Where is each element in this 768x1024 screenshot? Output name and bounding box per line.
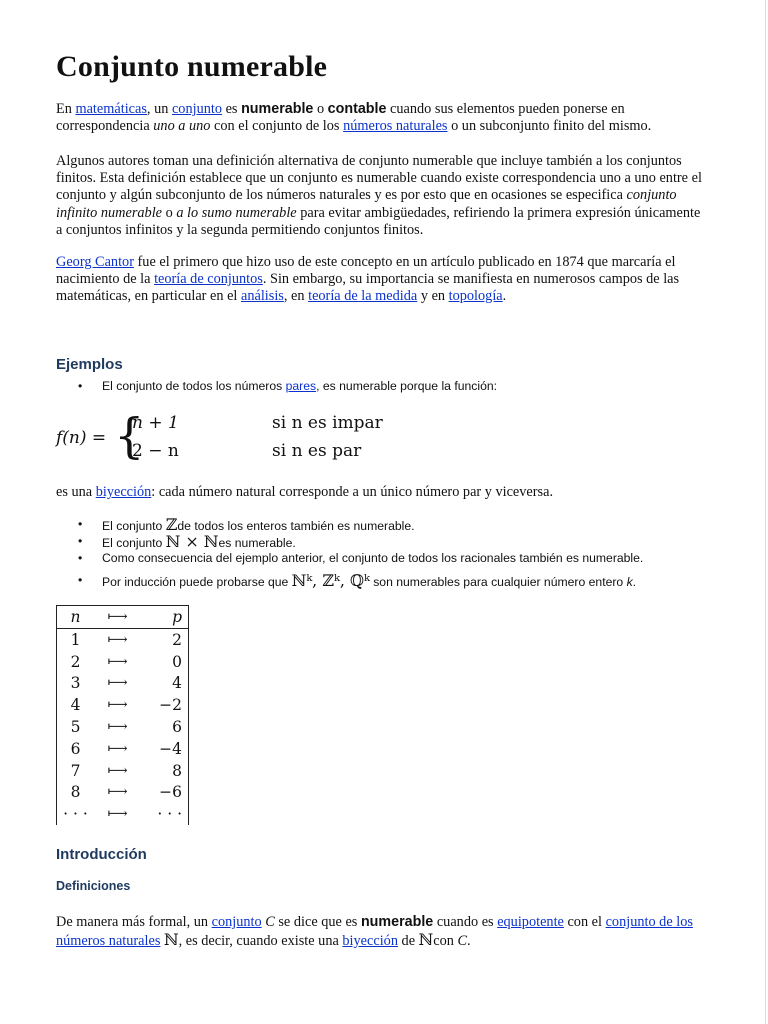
- cell-arrow: ⟼: [107, 653, 128, 670]
- heading-ejemplos: Ejemplos: [56, 356, 123, 373]
- cell-n: 1: [70, 630, 81, 649]
- symbol-z: ℤ: [165, 515, 178, 534]
- link-equipotente[interactable]: equipotente: [497, 914, 564, 930]
- bullet-text: [102, 573, 636, 590]
- link-numeros-naturales[interactable]: números naturales: [343, 118, 448, 134]
- formula-row-1: [132, 413, 383, 433]
- header-arrow: ⟼: [94, 606, 141, 629]
- cell-n: 2: [70, 652, 81, 671]
- table-row: [57, 760, 189, 782]
- heading-introduccion: Introducción: [56, 846, 147, 863]
- table-row: [57, 738, 189, 760]
- link-conjunto-numeros-naturales[interactable]: conjunto de los números naturales: [56, 914, 693, 949]
- term-numerable-2: numerable: [360, 914, 434, 930]
- text: : cada número natural corresponde a un único número par y viceversa.: [151, 484, 554, 500]
- alt-definition-paragraph: [56, 153, 708, 239]
- cell-n: · · ·: [63, 805, 88, 824]
- page-title: Conjunto numerable: [56, 50, 328, 83]
- term-contable: contable: [327, 101, 387, 117]
- bullet-dot: •: [78, 517, 83, 531]
- table-body: [57, 629, 189, 826]
- symbol-c-2: C: [457, 933, 468, 949]
- text: fue el primero que hizo uso de este concepto en un artículo publicado en 1874 que marcaría el nacimiento de la: [56, 254, 676, 287]
- text: En: [56, 101, 76, 117]
- text: De manera más formal, un: [56, 914, 212, 930]
- formula-row1-expr: n + 1: [132, 413, 179, 433]
- text: El conjunto: [102, 519, 166, 533]
- text: se dice que es: [274, 914, 361, 930]
- formula-row-2: [132, 441, 362, 461]
- text: son numerables para cualquier número entero: [369, 575, 627, 589]
- link-teoria-conjuntos[interactable]: teoría de conjuntos: [154, 271, 263, 287]
- text: o: [162, 204, 177, 221]
- cell-n: 5: [70, 718, 81, 737]
- text: o: [313, 101, 328, 117]
- cell-arrow: ⟼: [107, 784, 128, 801]
- symbol-n-times-n: ℕ × ℕ: [165, 532, 219, 551]
- text: es una: [56, 484, 96, 500]
- cell-n: 8: [70, 783, 81, 802]
- text: Por inducción puede probarse que: [102, 575, 292, 589]
- text: de: [397, 933, 419, 949]
- cell-arrow: ⟼: [107, 697, 128, 714]
- text: es: [222, 101, 242, 117]
- text: .: [632, 575, 637, 589]
- table-row: [57, 651, 189, 673]
- symbol-nk-zk-qk: ℕᵏ, ℤᵏ, ℚᵏ: [291, 571, 370, 590]
- formula-row2-cond: si n es par: [272, 441, 362, 461]
- cell-arrow: ⟼: [107, 675, 128, 692]
- link-georg-cantor[interactable]: Georg Cantor: [56, 254, 134, 270]
- text: cuando sus elementos pueden ponerse en correspondencia: [56, 101, 625, 134]
- cell-n: 3: [70, 674, 81, 693]
- term-numerable: numerable: [241, 101, 314, 117]
- text: Algunos autores toman una definición alternativa de conjunto numerable que incluye también a los conjuntos finitos. Esta definición establece que un conjunto es numerable cuando existe correspondencia uno a uno entre el conjunto y algún subconjunto de los números naturales y es por esto que en ocasiones se especifica: [56, 153, 702, 204]
- link-pares[interactable]: pares: [285, 379, 317, 393]
- text: , en: [283, 288, 309, 304]
- formula-lhs: f(n) =: [56, 428, 107, 448]
- cell-arrow: ⟼: [107, 719, 128, 736]
- text: o un subconjunto finito del mismo.: [447, 118, 652, 134]
- header-p: p: [141, 606, 189, 629]
- term-infinito-numerable: conjunto infinito numerable: [56, 187, 677, 221]
- cell-p: · · ·: [157, 805, 182, 824]
- text: , es numerable porque la función:: [316, 379, 498, 393]
- cell-arrow: ⟼: [107, 631, 128, 648]
- heading-definiciones: Definiciones: [56, 879, 131, 893]
- symbol-n-2: ℕ: [418, 930, 434, 949]
- text: cuando es: [433, 914, 498, 930]
- table-row: [57, 803, 189, 825]
- text: . Sin embargo, su importancia se manifiesta en numerosos campos de las matemáticas, en particular en el: [56, 271, 680, 304]
- text: .: [467, 933, 471, 949]
- text: El conjunto: [102, 536, 166, 550]
- text: y en: [417, 288, 449, 304]
- mapping-table: [56, 605, 189, 825]
- cell-p: 8: [172, 761, 182, 780]
- link-biyeccion-2[interactable]: biyección: [342, 933, 398, 949]
- text: es numerable.: [218, 536, 296, 550]
- text: de todos los enteros también es numerable.: [177, 519, 415, 533]
- bullet-dot: •: [78, 379, 83, 393]
- text: para evitar ambigüedades, refiriendo la primera expresión únicamente a conjuntos infinitos y la segunda permitiendo conjuntos finitos.: [56, 204, 701, 238]
- text: con: [433, 933, 458, 949]
- page-edge: [765, 0, 766, 1024]
- formula-brace: {: [114, 408, 145, 464]
- table-row: [57, 716, 189, 738]
- link-conjunto[interactable]: conjunto: [171, 101, 222, 117]
- link-topologia[interactable]: topología: [448, 288, 503, 304]
- cell-p: 4: [172, 674, 182, 693]
- cell-p: −2: [159, 696, 182, 715]
- text: El conjunto de todos los números: [102, 379, 286, 393]
- term-a-lo-sumo: a lo sumo numerable: [176, 204, 297, 221]
- symbol-n: ℕ: [164, 930, 179, 949]
- cell-n: 4: [70, 696, 81, 715]
- text: , un: [146, 101, 172, 117]
- cell-p: 2: [172, 630, 182, 649]
- table-row: [57, 629, 189, 651]
- intro-paragraph: [56, 101, 708, 135]
- biyeccion-paragraph: [56, 484, 708, 501]
- link-matematicas[interactable]: matemáticas: [75, 101, 147, 117]
- term-uno-a-uno: uno a uno: [153, 118, 211, 134]
- header-n: n: [57, 606, 95, 629]
- table-row: [57, 673, 189, 695]
- bullet-dot: •: [78, 573, 83, 587]
- formula-row2-expr: 2 − n: [132, 441, 179, 461]
- link-teoria-medida[interactable]: teoría de la medida: [308, 288, 418, 304]
- table-row: [57, 782, 189, 804]
- bullet-dot: •: [78, 551, 83, 565]
- text: con el conjunto de los: [210, 118, 344, 134]
- cell-n: 6: [70, 739, 81, 758]
- text: con el: [563, 914, 606, 930]
- cell-p: −6: [159, 783, 182, 802]
- cell-arrow: ⟼: [107, 762, 128, 779]
- formula-row1-cond: si n es impar: [272, 413, 383, 433]
- table-header-row: [57, 606, 189, 629]
- bullet-dot: •: [78, 534, 83, 548]
- link-conjunto-2[interactable]: conjunto: [211, 914, 262, 930]
- cell-p: 0: [172, 652, 182, 671]
- symbol-c: C: [265, 914, 275, 930]
- table-row: [57, 694, 189, 716]
- bullet-text: Como consecuencia del ejemplo anterior, el conjunto de todos los racionales también es numerable.: [102, 551, 644, 565]
- bullet-text: [102, 517, 415, 534]
- formal-definition-paragraph: [56, 914, 708, 950]
- cell-p: −4: [159, 739, 182, 758]
- cell-arrow: ⟼: [107, 740, 128, 757]
- bullet-text: [102, 379, 497, 394]
- history-paragraph: [56, 254, 708, 305]
- piecewise-formula: [56, 408, 383, 470]
- bullet-text: [102, 534, 296, 551]
- cell-p: 6: [172, 718, 182, 737]
- cell-n: 7: [70, 761, 81, 780]
- text: .: [502, 288, 507, 304]
- link-biyeccion[interactable]: biyección: [95, 484, 152, 500]
- cell-arrow: ⟼: [107, 806, 128, 823]
- link-analisis[interactable]: análisis: [240, 288, 284, 304]
- symbol-k: k: [626, 575, 633, 589]
- text: , es decir, cuando existe una: [178, 933, 343, 949]
